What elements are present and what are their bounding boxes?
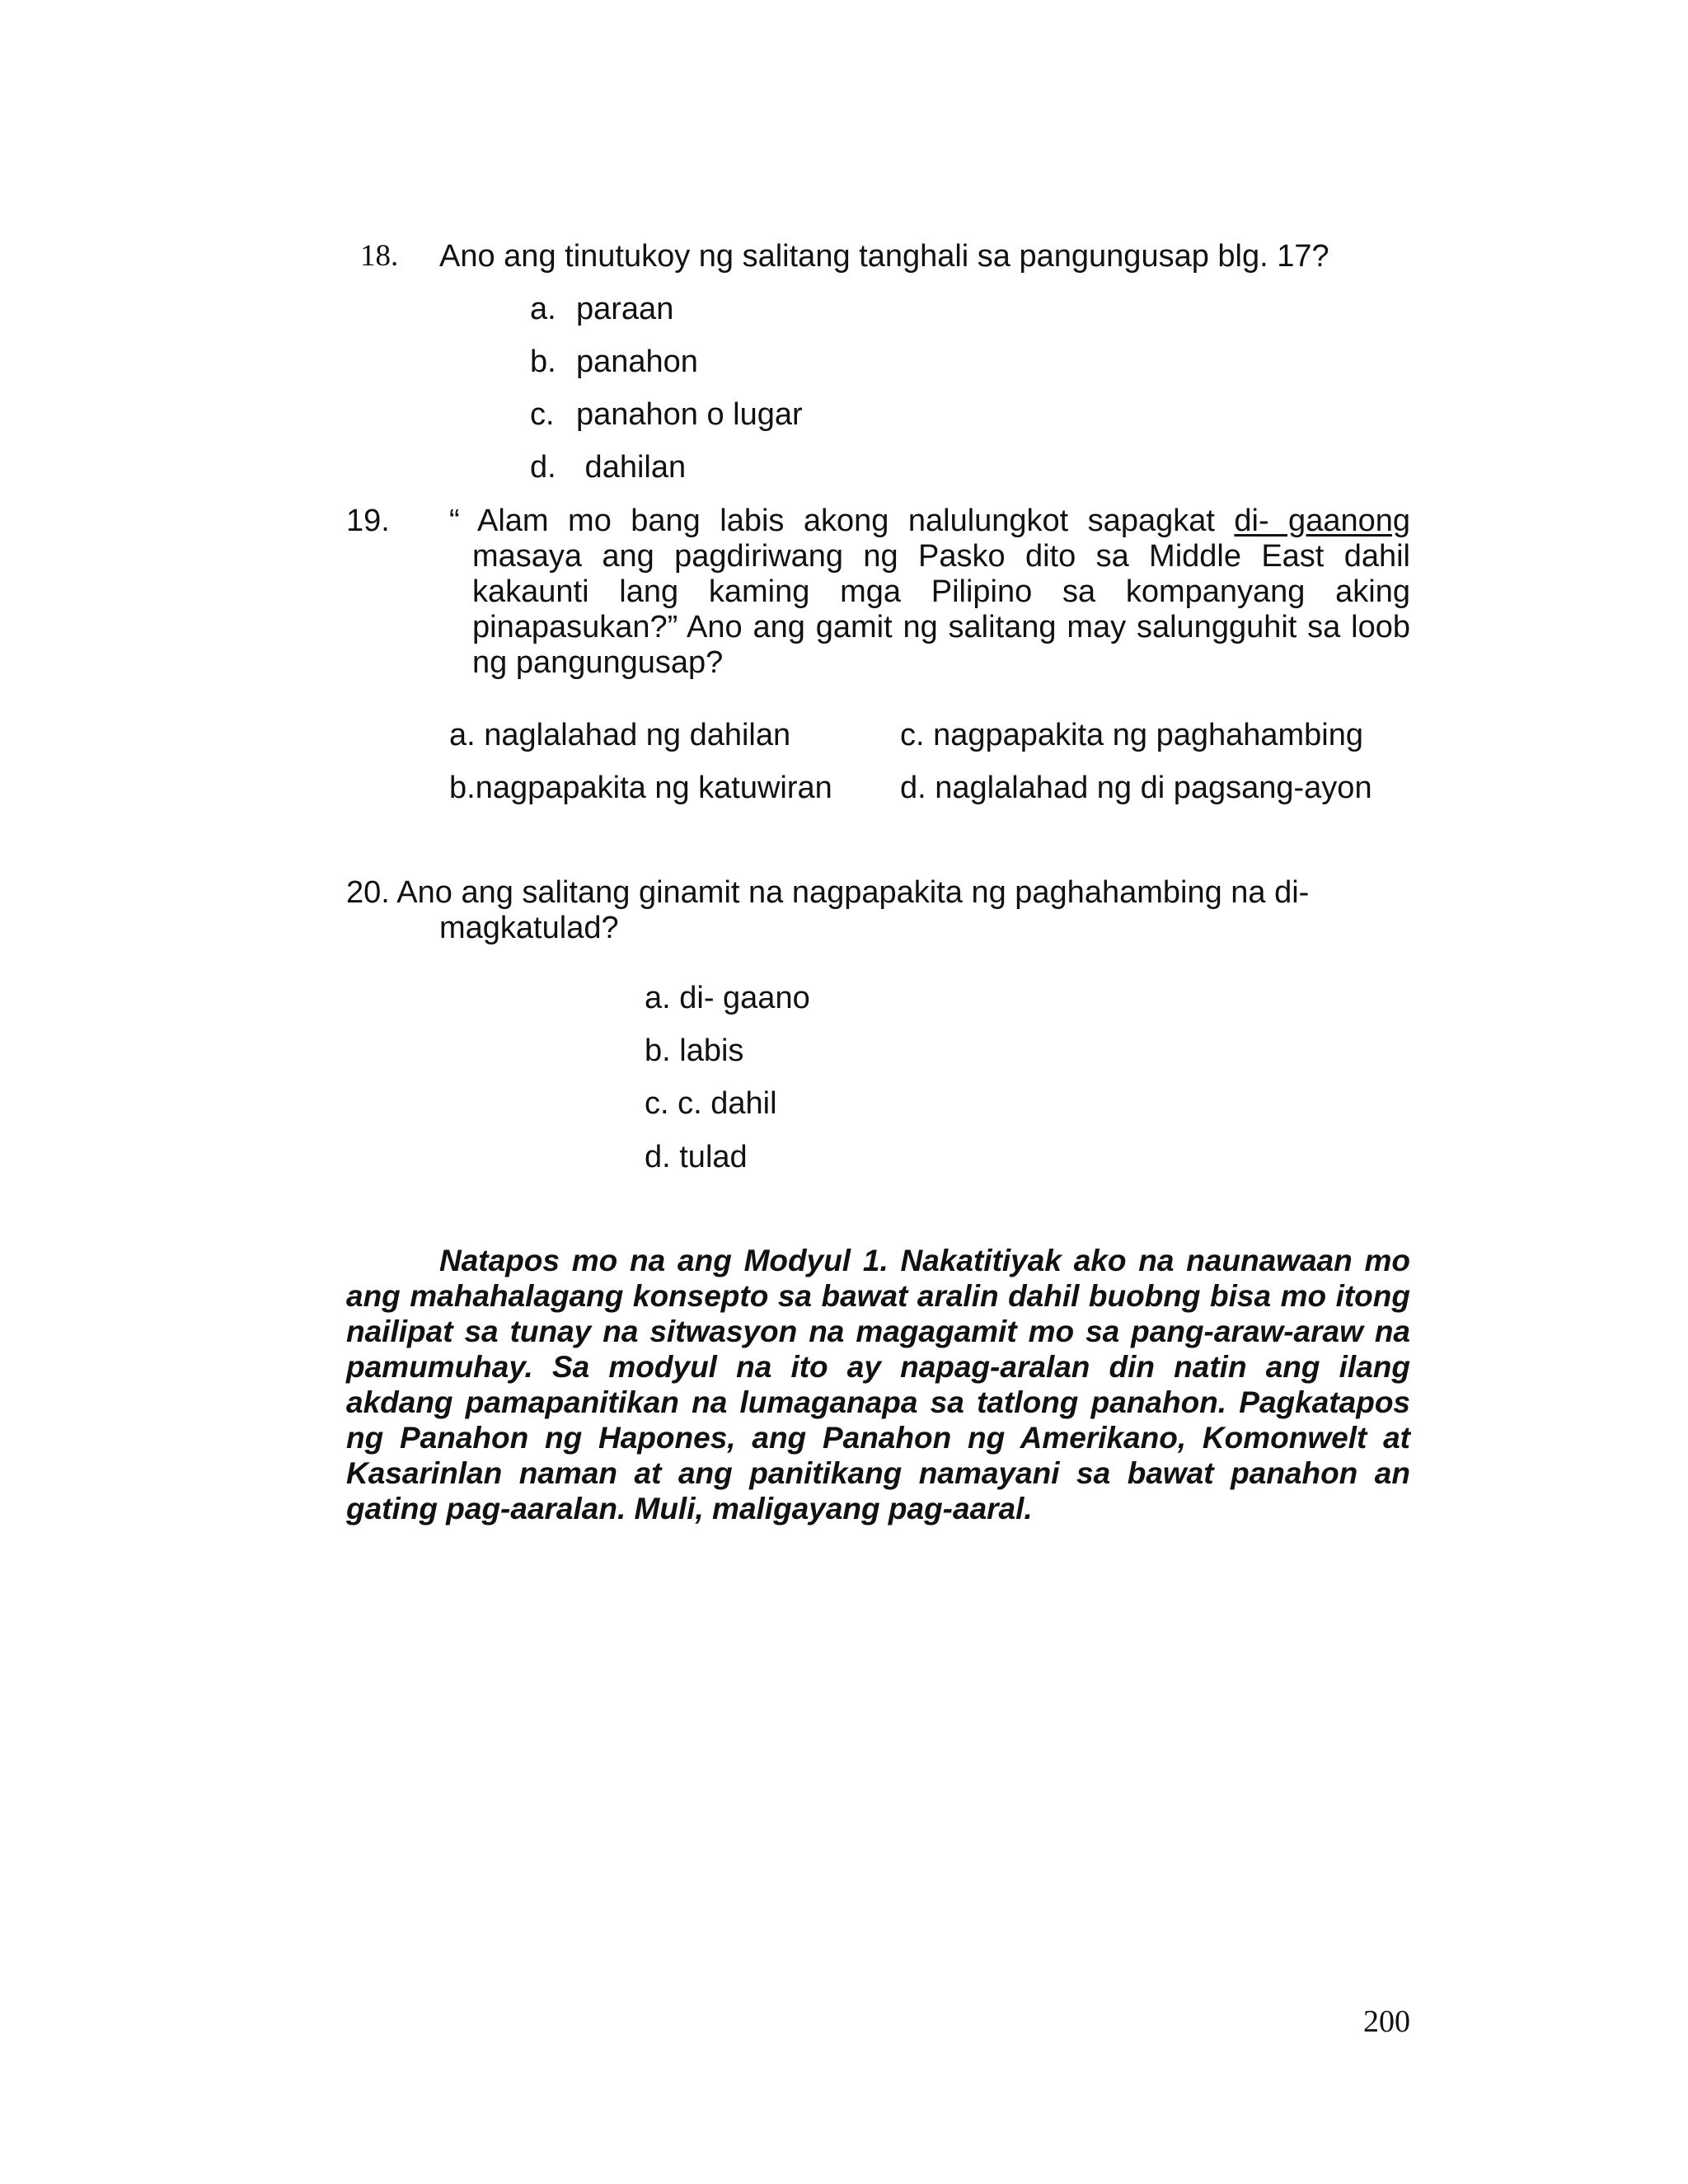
closing-line: ng Panahon ng Hapones, ang Panahon ng Amerikano, Komonwelt at [346,1421,1410,1455]
q19-line-1 [449,504,1410,539]
q19-option-c: c. nagpapakita ng paghahambing [900,718,1364,752]
q18-option-a [530,292,673,328]
closing-line: pamumuhay. Sa modyul na ito ay napag-aralan din natin ang ilang [346,1350,1410,1384]
question-18-number: 18. [360,239,399,273]
question-18-text: Ano ang tinutukoy ng salitang tanghali sa pangungusap blg. 17? [439,239,1329,274]
q19-line-5: ng pangungusap? [472,645,724,680]
question-19-text [449,504,1410,681]
q20-option-b: b. labis [645,1033,744,1068]
option-letter: b. [530,344,556,379]
q19-line-4: pinapasukan?” Ano ang gamit ng salitang may salungguhit sa loob [472,610,1410,644]
closing-line: ang mahahalagang konsepto sa bawat aralin dahil buobng bisa mo itong [346,1279,1410,1313]
closing-line: Kasarinlan naman at ang panitikang namayani sa bawat panahon an [346,1456,1410,1490]
closing-line: akdang pamapanitikan na lumaganapa sa tatlong panahon. Pagkatapos [346,1385,1410,1419]
question-19-number: 19. [346,504,390,538]
option-letter: d. [530,450,556,485]
option-letter: c. [530,397,555,432]
question-20-text-continued: magkatulad? [439,911,619,945]
q18-option-b [530,344,698,381]
q19-line-2: masaya ang pagdiriwang ng Pasko dito sa Middle East dahil [472,539,1410,574]
closing-line: nailipat sa tunay na sitwasyon na magagamit mo sa pang-araw-araw na [346,1315,1410,1348]
question-20-text: 20. Ano ang salitang ginamit na nagpapakita ng paghahambing na di- [346,875,1310,910]
option-text: dahilan [576,450,687,485]
q20-option-a: a. di- gaano [645,981,810,1015]
q18-option-c [530,397,803,434]
q20-option-c: c. c. dahil [645,1086,777,1121]
underlined-phrase: di- gaanong [1234,504,1410,538]
q19-option-b: b.nagpapakita ng katuwiran [449,771,832,805]
q18-option-d [530,450,686,486]
q20-option-d: d. tulad [645,1140,748,1174]
q19-option-a: a. naglalahad ng dahilan [449,718,791,752]
closing-line: gating pag-aaralan. Muli, maligayang pag-aaral. [346,1492,1033,1526]
option-text: panahon [576,344,698,379]
page-number: 200 [1363,2004,1410,2039]
closing-line: Natapos mo na ang Modyul 1. Nakatitiyak ako na naunawaan mo [439,1244,1410,1277]
q19-line-3: kakaunti lang kaming mga Pilipino sa kompanyang aking [472,574,1410,609]
option-text: paraan [576,292,674,326]
q19-option-d: d. naglalahad ng di pagsang-ayon [900,771,1372,805]
option-text: panahon o lugar [576,397,803,432]
closing-paragraph [346,1243,1410,1526]
option-letter: a. [530,292,556,326]
q19-line-1-text: “ Alam mo bang labis akong nalulungkot sapagkat [449,504,1235,538]
